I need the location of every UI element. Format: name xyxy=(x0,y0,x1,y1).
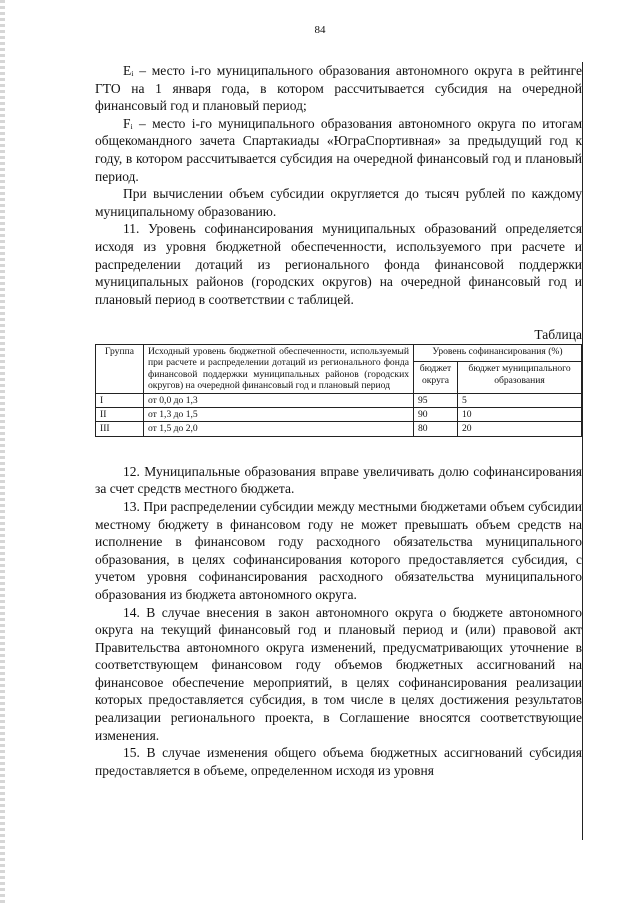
header-cofinancing: Уровень софинансирования (%) xyxy=(414,344,582,361)
paragraph-f-definition: Fᵢ – место i-го муниципального образования автономного округа по итогам общекомандного зачета Спартакиады «ЮграСпортивная» за предыдущий год к году, в котором рассчитывается субсидия на очередной финансовый год и плановый период. xyxy=(95,115,582,184)
cell-okrug: 90 xyxy=(414,407,458,421)
cell-level: от 1,5 до 2,0 xyxy=(144,422,414,436)
document-body xyxy=(95,62,582,779)
scan-right-edge-line xyxy=(582,62,583,840)
cell-level: от 1,3 до 1,5 xyxy=(144,407,414,421)
paragraph-item-14: 14. В случае внесения в закон автономного округа о бюджете автономного округа на текущий финансовый год и плановый период и (или) правовой акт Правительства автономного округа изменений, предусматривающих уточнение в соответствующем финансовом году объемов бюджетных ассигнований на финансовое обеспечение мероприятий, в целях софинансирования реализации которых предоставляется субсидия, в том числе в целях достижения результатов реализации регионального проекта, в Соглашение вносятся соответствующие изменения. xyxy=(95,604,582,743)
cell-group: I xyxy=(96,393,144,407)
paragraph-item-12: 12. Муниципальные образования вправе увеличивать долю софинансирования за счет средств местного бюджета. xyxy=(95,463,582,497)
table-row xyxy=(96,422,582,436)
cell-okrug: 95 xyxy=(414,393,458,407)
paragraph-rounding: При вычислении объем субсидии округляется до тысяч рублей по каждому муниципальному образованию. xyxy=(95,186,582,219)
header-level: Исходный уровень бюджетной обеспеченности, используемый при расчете и распределении дотаций из регионального фонда финансовой поддержки муниципальных районов (городских округов) на очередной финансовый год и плановый период xyxy=(144,344,414,393)
cell-municipal: 5 xyxy=(458,393,582,407)
table-caption: Таблица xyxy=(534,327,582,343)
table-row xyxy=(96,393,582,407)
table-row xyxy=(96,407,582,421)
scan-left-edge xyxy=(0,0,5,905)
header-group: Группа xyxy=(96,344,144,393)
paragraphs-before-table xyxy=(95,62,582,308)
paragraph-item-13: 13. При распределении субсидии между местными бюджетами объем субсидии местному бюджету в финансовом году не может превышать объем средств на исполнение в финансовом году расходного обязательства муниципального образования, в целях софинансирования которого предоставляется субсидия, с учетом уровня софинансирования расходного обязательства муниципального образования из бюджета автономного округа. xyxy=(95,498,582,602)
header-okrug-budget: бюджет округа xyxy=(414,362,458,393)
paragraph-item-11: 11. Уровень софинансирования муниципальных образований определяется исходя из уровня бюджетной обеспеченности, используемого при расчете и распределении дотаций из регионального фонда финансовой поддержки муниципальных районов (городских округов) на очередной финансовый год и плановый период в соответствии с таблицей. xyxy=(95,221,582,307)
table-header-row xyxy=(96,344,582,361)
page-number: 84 xyxy=(314,24,326,36)
cell-level: от 0,0 до 1,3 xyxy=(144,393,414,407)
paragraph-item-15: 15. В случае изменения общего объема бюджетных ассигнований субсидия предоставляется в объеме, определенном исходя из уровня xyxy=(95,745,582,778)
paragraphs-after-table xyxy=(95,463,582,780)
cofinancing-table xyxy=(95,344,582,437)
cell-okrug: 80 xyxy=(414,422,458,436)
cell-municipal: 20 xyxy=(458,422,582,436)
cell-municipal: 10 xyxy=(458,407,582,421)
header-municipal-budget: бюджет муниципального образования xyxy=(458,362,582,393)
cell-group: II xyxy=(96,407,144,421)
paragraph-e-definition: Eᵢ – место i-го муниципального образования автономного округа в рейтинге ГТО на 1 января года, в котором рассчитывается субсидия на очередной финансовый год и плановый период; xyxy=(95,63,582,114)
cell-group: III xyxy=(96,422,144,436)
